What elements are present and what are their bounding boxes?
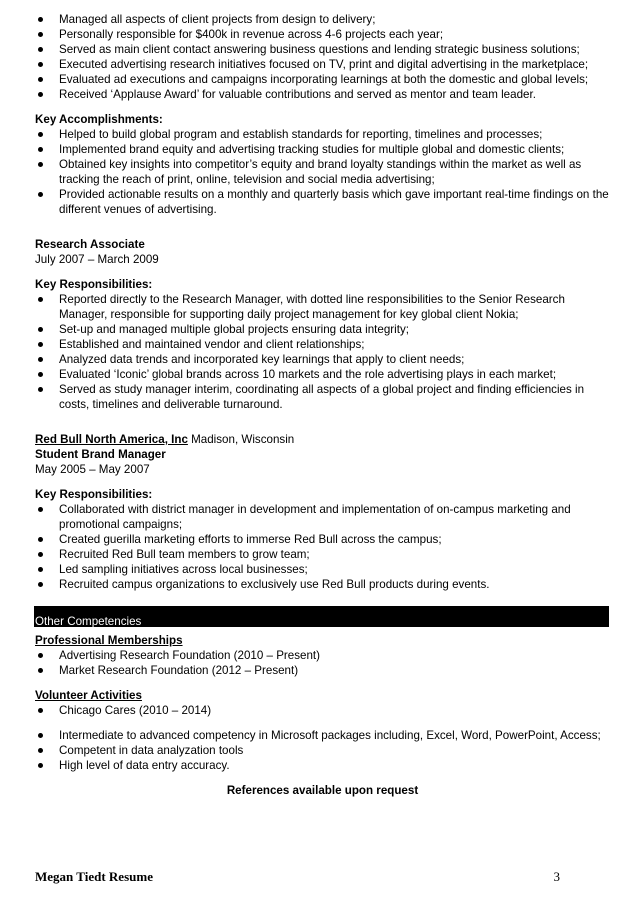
list-item: Led sampling initiatives across local businesses;: [35, 562, 610, 577]
skills-list: [35, 728, 610, 773]
list-item: Evaluated ‘Iconic’ global brands across 10 markets and the role advertising plays in each market;: [35, 367, 610, 382]
list-item: Advertising Research Foundation (2010 – Present): [35, 648, 610, 663]
accomplishments-heading: Key Accomplishments:: [35, 113, 163, 126]
list-item: Created guerilla marketing efforts to immerse Red Bull across the campus;: [35, 532, 610, 547]
list-item: Chicago Cares (2010 – 2014): [35, 703, 610, 718]
list-item: Collaborated with district manager in development and implementation of on-campus marketing and promotional campaigns;: [35, 502, 610, 532]
section-bar-label: Other Competencies: [35, 615, 142, 628]
list-item: Executed advertising research initiatives focused on TV, print and digital advertising in the marketplace;: [35, 57, 610, 72]
company-location: Madison, Wisconsin: [187, 433, 295, 446]
list-item: Helped to build global program and establish standards for reporting, timelines and processes;: [35, 127, 610, 142]
list-item: Implemented brand equity and advertising tracking studies for multiple global and domestic clients;: [35, 142, 610, 157]
section-bar: [34, 606, 609, 627]
responsibilities-heading: Key Responsibilities:: [35, 278, 153, 291]
list-item: Served as main client contact answering business questions and lending strategic business solutions;: [35, 42, 610, 57]
list-item: Market Research Foundation (2012 – Present): [35, 663, 610, 678]
job-title: Student Brand Manager: [35, 448, 166, 461]
memberships-heading: Professional Memberships: [35, 634, 183, 647]
job-dates: May 2005 – May 2007: [35, 463, 150, 476]
page-footer: [35, 869, 560, 885]
list-item: Analyzed data trends and incorporated key learnings that apply to client needs;: [35, 352, 610, 367]
job-title: Research Associate: [35, 238, 145, 251]
list-item: Competent in data analyzation tools: [35, 743, 610, 758]
list-item: Recruited campus organizations to exclusively use Red Bull products during events.: [35, 577, 610, 592]
list-item: Served as study manager interim, coordinating all aspects of a global project and finding efficiencies in costs, timelines and deliverable turnaround.: [35, 382, 610, 412]
page-number: 3: [553, 869, 560, 884]
accomplishments-list: [35, 127, 610, 217]
list-item: Set-up and managed multiple global projects ensuring data integrity;: [35, 322, 610, 337]
list-item: Established and maintained vendor and client relationships;: [35, 337, 610, 352]
responsibilities-list: [35, 12, 610, 102]
company-line: [35, 432, 610, 447]
list-item: Managed all aspects of client projects from design to delivery;: [35, 12, 610, 27]
list-item: Received ‘Applause Award’ for valuable contributions and served as mentor and team leader.: [35, 87, 610, 102]
resume-page: [35, 12, 610, 798]
volunteer-heading: Volunteer Activities: [35, 689, 142, 702]
footer-name: Megan Tiedt Resume: [35, 869, 153, 884]
list-item: Reported directly to the Research Manager, with dotted line responsibilities to the Senior Research Manager, responsible for supporting daily project management for key global client Nokia;: [35, 292, 610, 322]
list-item: High level of data entry accuracy.: [35, 758, 610, 773]
list-item: Provided actionable results on a monthly and quarterly basis which gave important real-time findings on the different venues of advertising.: [35, 187, 610, 217]
list-item: Personally responsible for $400k in revenue across 4-6 projects each year;: [35, 27, 610, 42]
company-name: Red Bull North America, Inc: [35, 433, 188, 446]
references-note: References available upon request: [226, 784, 419, 797]
memberships-list: [35, 648, 610, 678]
list-item: Evaluated ad executions and campaigns incorporating learnings at both the domestic and global levels;: [35, 72, 610, 87]
list-item: Obtained key insights into competitor’s equity and brand loyalty standings within the market as well as tracking the reach of print, online, television and social media advertising;: [35, 157, 610, 187]
job-dates: July 2007 – March 2009: [35, 253, 159, 266]
list-item: Intermediate to advanced competency in Microsoft packages including, Excel, Word, PowerPoint, Access;: [35, 728, 610, 743]
responsibilities-heading: Key Responsibilities:: [35, 488, 153, 501]
redbull-responsibilities-list: [35, 502, 610, 592]
volunteer-list: [35, 703, 610, 718]
list-item: Recruited Red Bull team members to grow team;: [35, 547, 610, 562]
research-responsibilities-list: [35, 292, 610, 412]
